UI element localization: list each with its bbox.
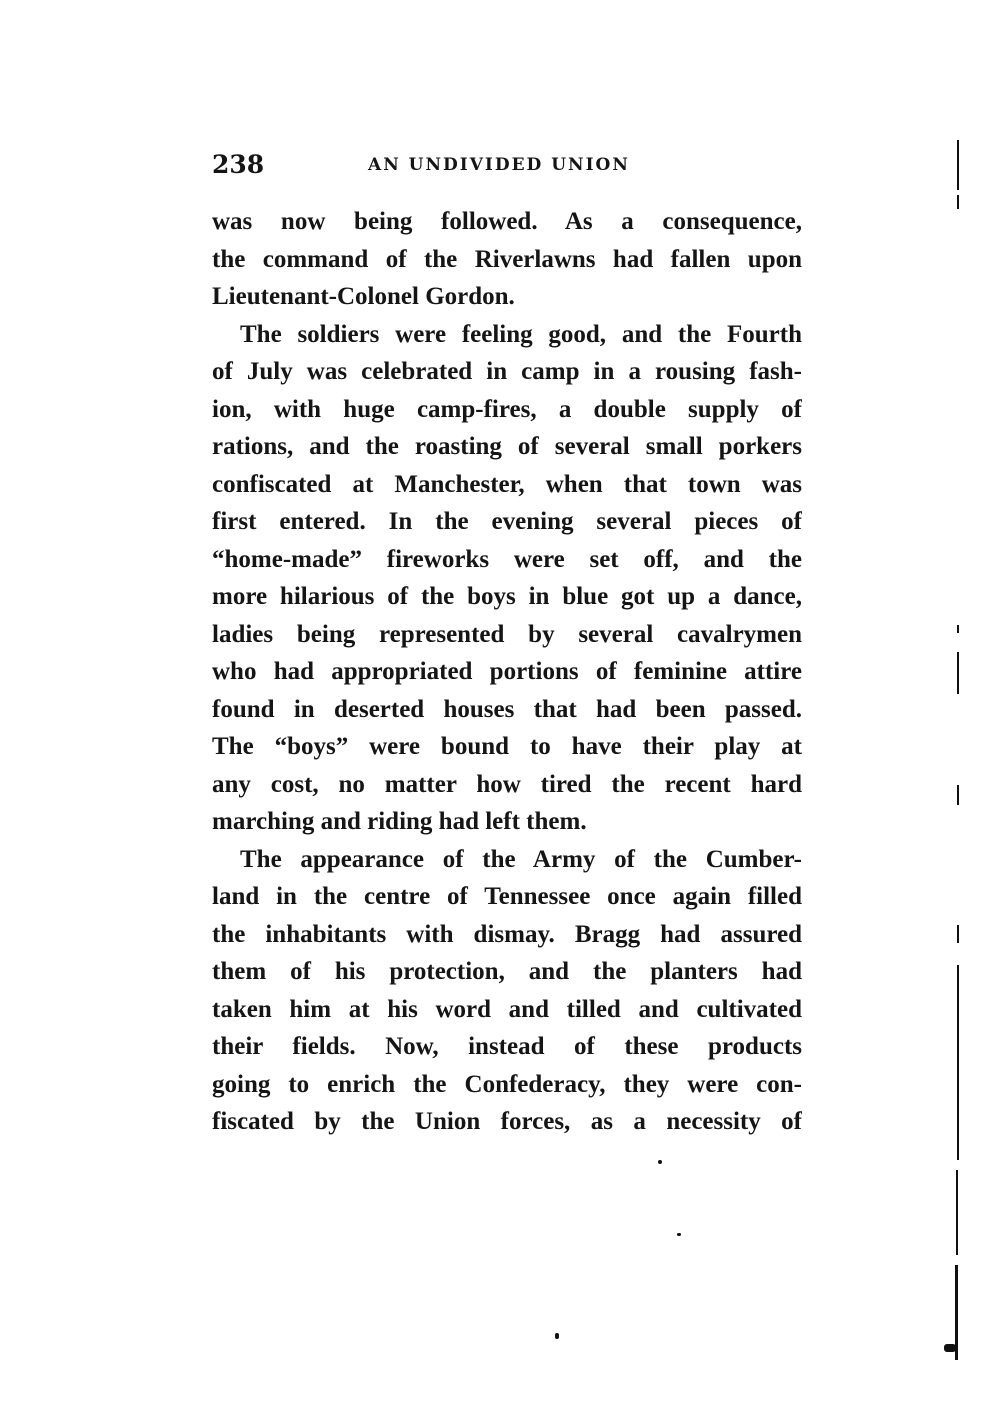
text-line: ion, with huge camp-fires, a double supply of [212, 395, 802, 423]
scan-edge-mark [944, 1344, 956, 1352]
scan-speck [677, 1233, 681, 1236]
text-line: who had appropriated portions of feminine attire [212, 658, 802, 685]
page-number: 238 [212, 150, 265, 179]
text-line: ladies being represented by several cavalrymen [212, 620, 802, 648]
text-line: the inhabitants with dismay. Bragg had assured [212, 920, 802, 948]
text-line: land in the centre of Tennessee once again filled [212, 883, 802, 910]
text-line: The “boys” were bound to have their play at [212, 733, 802, 760]
scan-edge-mark [956, 1170, 958, 1255]
scan-edge-mark [957, 195, 959, 209]
scan-edge-mark [957, 140, 959, 190]
text-line: fiscated by the Union forces, as a necessity of [212, 1108, 802, 1135]
text-line: taken him at his word and tilled and cultivated [212, 995, 802, 1023]
scan-speck [658, 1160, 662, 1164]
running-title: AN UNDIVIDED UNION [368, 155, 630, 175]
text-line: their fields. Now, instead of these products [212, 1033, 802, 1060]
page-header [212, 150, 802, 190]
text-line: going to enrich the Confederacy, they were con- [212, 1070, 802, 1098]
text-line: found in deserted houses that had been passed. [212, 695, 802, 723]
body-text [212, 203, 802, 1141]
text-line: rations, and the roasting of several small porkers [212, 433, 802, 460]
text-line: “home-made” fireworks were set off, and the [212, 545, 802, 573]
scan-edge-mark [957, 965, 959, 1160]
text-line: more hilarious of the boys in blue got up a dance, [212, 583, 802, 610]
scan-edge-mark [957, 785, 959, 805]
scan-edge-mark [957, 925, 959, 943]
scan-edge-mark [957, 625, 959, 633]
scan-speck [555, 1333, 559, 1339]
scan-edge-mark [957, 652, 959, 694]
text-line: The appearance of the Army of the Cumber- [240, 845, 802, 873]
text-line: confiscated at Manchester, when that town was [212, 470, 802, 498]
text-line: Lieutenant-Colonel Gordon. [212, 283, 515, 310]
text-line: any cost, no matter how tired the recent hard [212, 770, 802, 798]
text-line: them of his protection, and the planters had [212, 958, 802, 985]
text-line: was now being followed. As a consequence, [212, 208, 802, 235]
text-line: marching and riding had left them. [212, 808, 587, 835]
text-line: of July was celebrated in camp in a rousing fash- [212, 358, 802, 385]
text-line: first entered. In the evening several pieces of [212, 508, 802, 535]
text-line: The soldiers were feeling good, and the Fourth [240, 320, 802, 348]
text-line: the command of the Riverlawns had fallen upon [212, 245, 802, 273]
